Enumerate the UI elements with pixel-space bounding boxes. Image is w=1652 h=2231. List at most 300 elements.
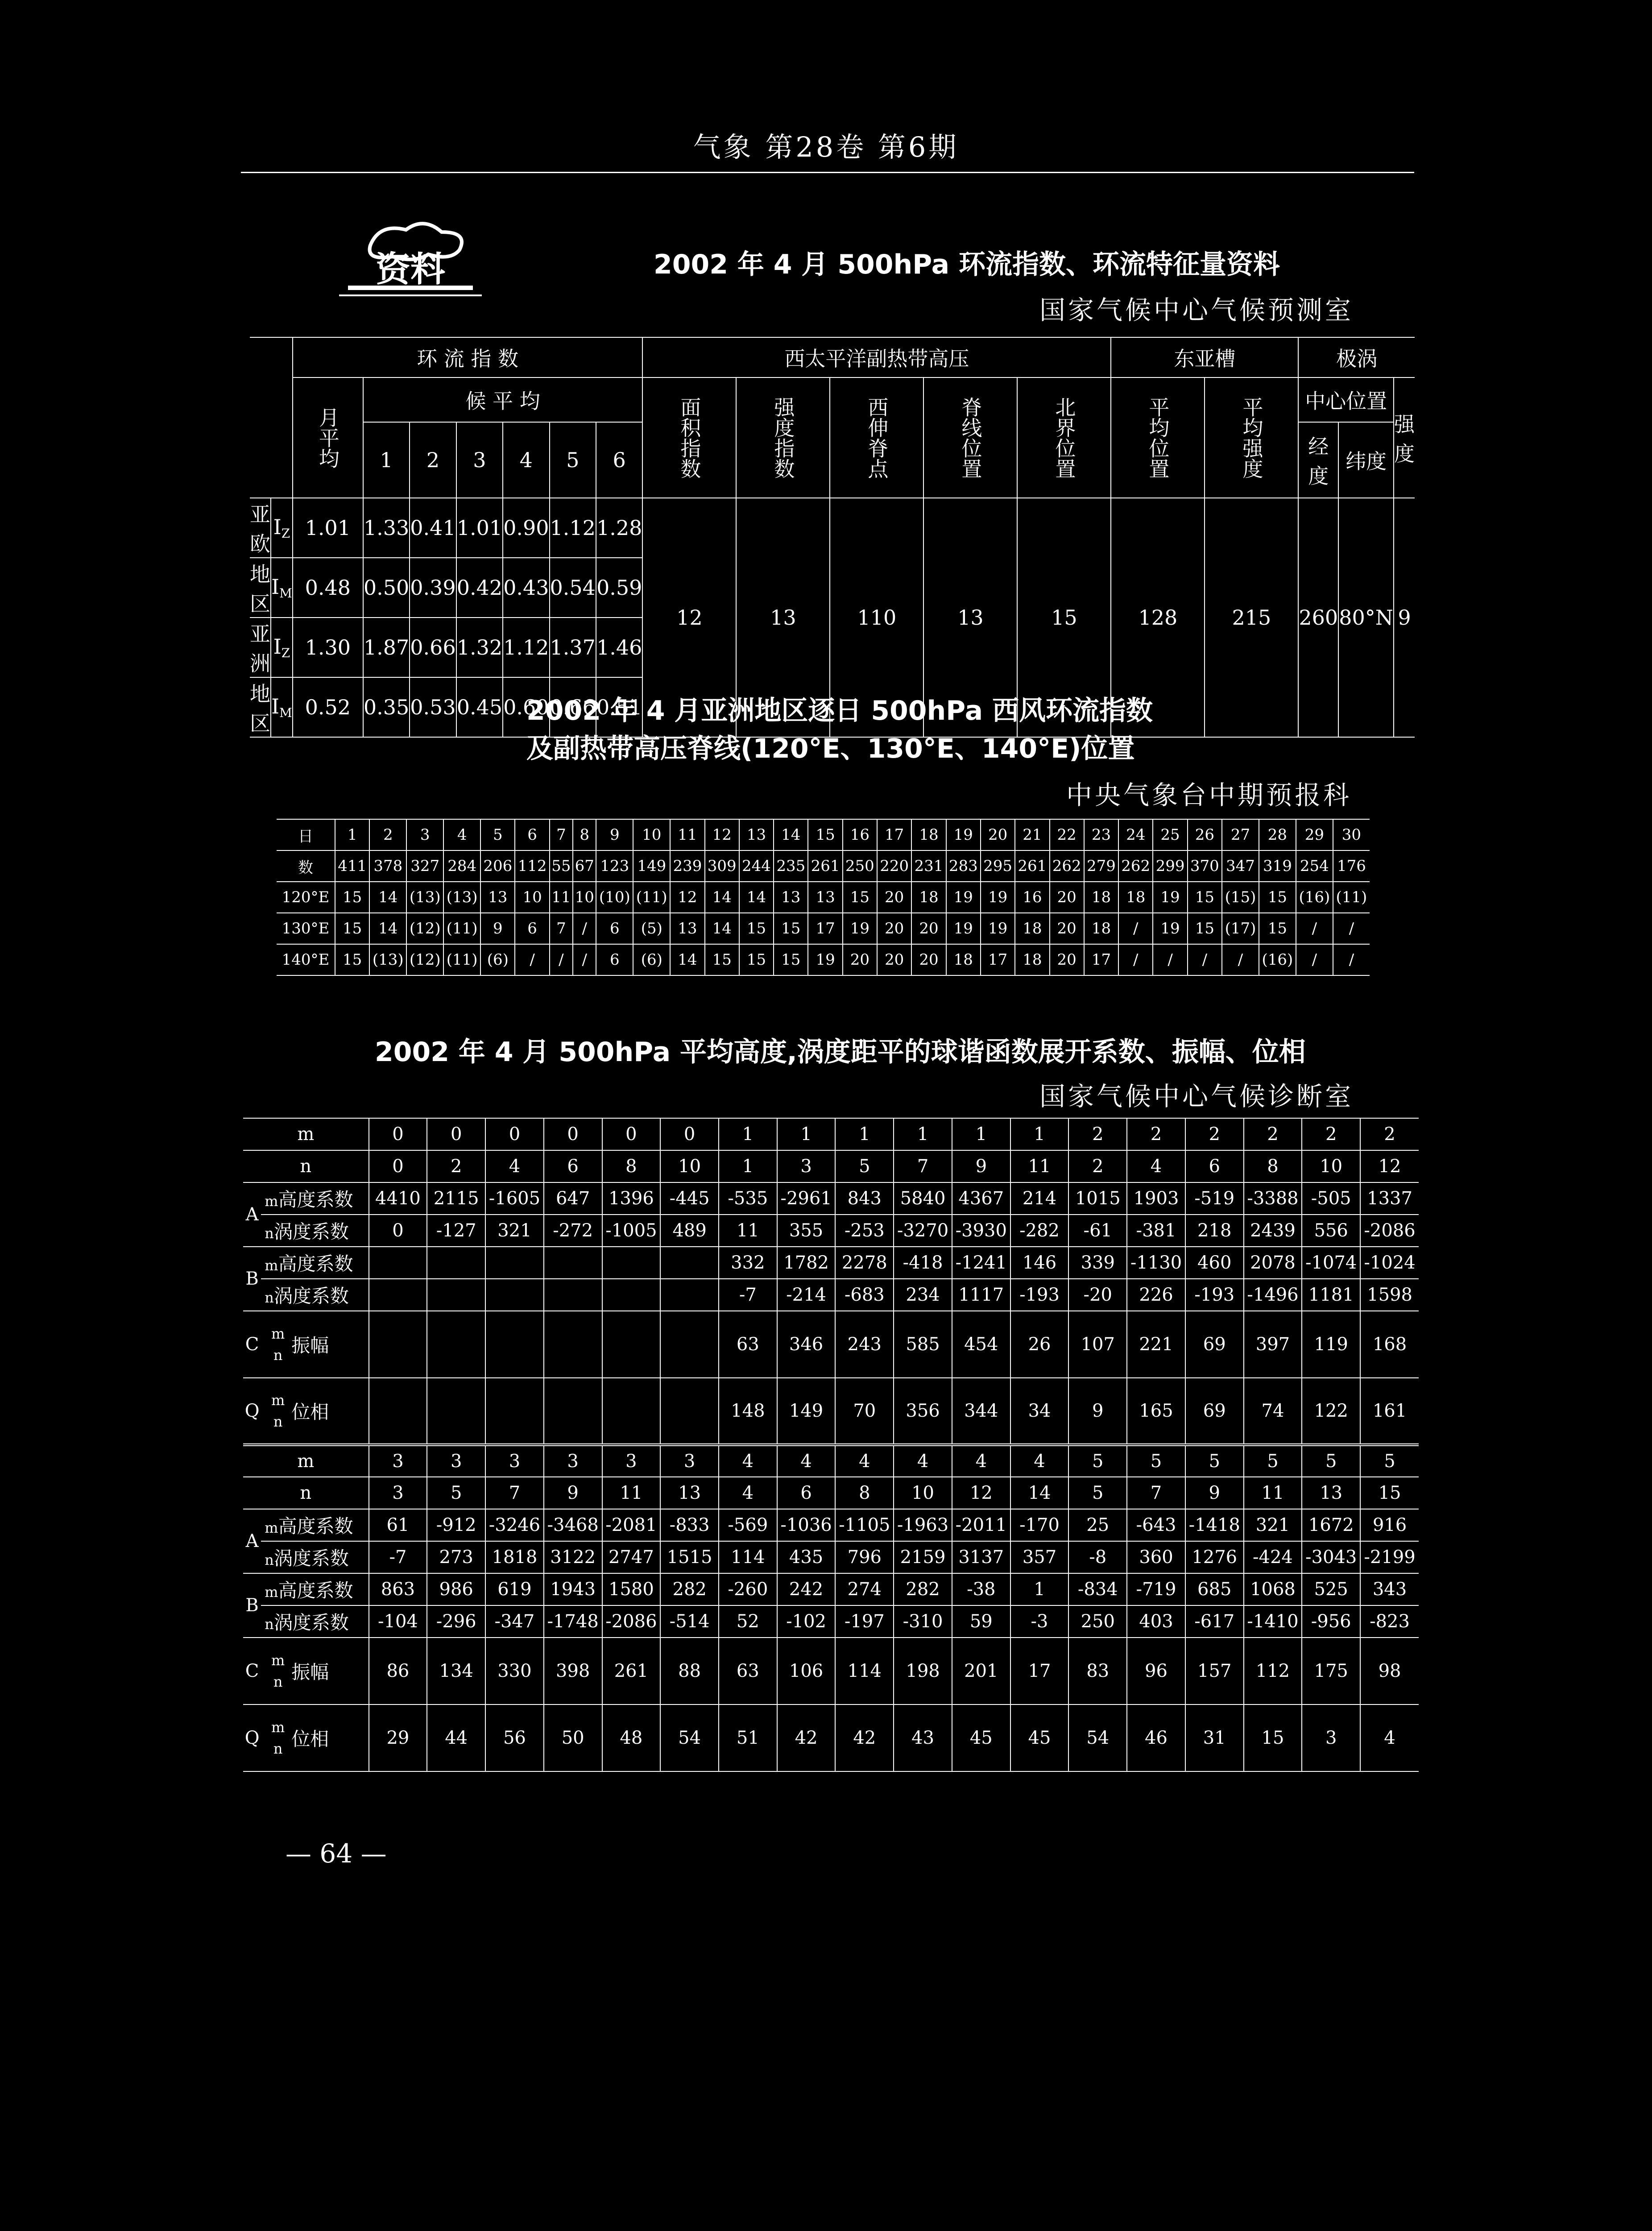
amp-value: 398 <box>544 1638 602 1704</box>
phase-value <box>485 1378 544 1445</box>
feature-value: 260 <box>1298 498 1338 737</box>
m-value: 2 <box>1244 1118 1302 1150</box>
amp-value: 26 <box>1010 1311 1069 1378</box>
spherical-harmonics-table <box>243 1118 1419 1772</box>
day-value: 19 <box>843 913 877 944</box>
amp-value: 112 <box>1244 1638 1302 1704</box>
coef-value: 214 <box>1010 1182 1069 1215</box>
amp-value: 63 <box>719 1638 777 1704</box>
section1-source: 国家气候中心气候预测室 <box>1039 295 1354 325</box>
n-value: 2 <box>427 1150 485 1182</box>
amp-value: 69 <box>1185 1311 1244 1378</box>
day-value: 309 <box>705 850 739 882</box>
table-row <box>277 819 1370 850</box>
day-value: 22 <box>1050 819 1084 850</box>
day-value: 55 <box>550 850 573 882</box>
day-value: 15 <box>843 882 877 913</box>
index-symbol: I <box>273 515 282 539</box>
vort-coef-label <box>261 1541 368 1573</box>
phase-value: 34 <box>1010 1378 1069 1445</box>
region-label: 亚洲 <box>250 618 271 677</box>
day-value: 20 <box>877 944 911 975</box>
index-value: 0.90 <box>503 498 549 558</box>
height-coef-text: 高度系数 <box>278 1580 353 1601</box>
coef-value: 1337 <box>1360 1182 1419 1215</box>
index-symbol: I <box>271 575 280 599</box>
day-value: / <box>550 944 573 975</box>
phase-value <box>369 1378 427 1445</box>
day-value: 18 <box>911 882 946 913</box>
m-row <box>243 1445 1419 1477</box>
day-value: 9 <box>596 819 633 850</box>
index-label <box>271 618 293 677</box>
region-label: 地区 <box>250 558 271 618</box>
day-value: 19 <box>946 819 981 850</box>
day-value: (13) <box>406 882 443 913</box>
coef-value: -260 <box>719 1573 777 1605</box>
coef-value: 843 <box>835 1182 894 1215</box>
coef-value: -296 <box>427 1605 485 1638</box>
n-value: 12 <box>952 1477 1010 1509</box>
coef-row <box>243 1215 1419 1247</box>
amp-value: 175 <box>1302 1638 1360 1704</box>
day-value: 13 <box>774 882 808 913</box>
coef-value <box>427 1247 485 1279</box>
n-value: 10 <box>894 1477 952 1509</box>
index-value: 1.46 <box>596 618 642 677</box>
amp-value: 330 <box>485 1638 544 1704</box>
m-sub: m <box>271 1325 285 1342</box>
m-value: 0 <box>427 1118 485 1150</box>
day-value: 19 <box>946 913 981 944</box>
a-label: A <box>243 1509 261 1573</box>
day-value: (10) <box>596 882 633 913</box>
n-sub: n <box>265 1616 274 1633</box>
day-value: 10 <box>633 819 670 850</box>
m-sub: m <box>265 1584 278 1601</box>
m-value: 5 <box>1068 1445 1127 1477</box>
day-value: 15 <box>335 913 369 944</box>
coef-value: -519 <box>1185 1182 1244 1215</box>
day-value: / <box>1118 913 1153 944</box>
m-value: 1 <box>835 1118 894 1150</box>
phase-value: 3 <box>1302 1704 1360 1771</box>
day-value: 16 <box>1015 882 1049 913</box>
coef-value: -3246 <box>485 1509 544 1541</box>
c-row <box>243 1311 1419 1378</box>
mn-stack <box>265 1650 291 1692</box>
m-value: 2 <box>1185 1118 1244 1150</box>
day-value: 411 <box>335 850 369 882</box>
coef-value: 61 <box>369 1509 427 1541</box>
coef-value: -1105 <box>835 1509 894 1541</box>
coef-value: -1024 <box>1360 1247 1419 1279</box>
amp-value: 63 <box>719 1311 777 1378</box>
index-value: 0.54 <box>550 558 596 618</box>
day-value: (16) <box>1296 882 1333 913</box>
day-value: 15 <box>739 944 774 975</box>
phase-value: 148 <box>719 1378 777 1445</box>
m-value: 1 <box>952 1118 1010 1150</box>
m-sub: m <box>265 1519 278 1536</box>
m-value: 0 <box>660 1118 719 1150</box>
feature-value: 215 <box>1205 498 1298 737</box>
phase-value: 45 <box>952 1704 1010 1771</box>
coef-value: -514 <box>660 1605 719 1638</box>
table-row <box>277 850 1370 882</box>
coef-value: 59 <box>952 1605 1010 1638</box>
amp-text: 振幅 <box>291 1661 329 1683</box>
feature-value: 13 <box>736 498 830 737</box>
day-value: (11) <box>633 882 670 913</box>
m-value: 2 <box>1068 1118 1127 1150</box>
amp-value <box>369 1311 427 1378</box>
phase-value: 356 <box>894 1378 952 1445</box>
day-value: (12) <box>406 913 443 944</box>
coef-value: 3137 <box>952 1541 1010 1573</box>
phase-text: 位相 <box>291 1728 329 1750</box>
amp-value <box>544 1311 602 1378</box>
group-subtropical: 西太平洋副热带高压 <box>642 337 1111 377</box>
phase-label <box>261 1704 368 1771</box>
day-value: 5 <box>480 819 515 850</box>
q-label: Q <box>243 1378 261 1445</box>
m-value: 4 <box>777 1445 836 1477</box>
n-value: 1 <box>719 1150 777 1182</box>
n-value: 13 <box>660 1477 719 1509</box>
vort-coef-text: 涡度系数 <box>273 1221 349 1243</box>
day-value: 20 <box>843 944 877 975</box>
coef-value: -418 <box>894 1247 952 1279</box>
m-value: 3 <box>369 1445 427 1477</box>
m-value: 0 <box>602 1118 661 1150</box>
day-value: 14 <box>369 913 406 944</box>
mn-stack <box>265 1323 291 1366</box>
day-value: / <box>1188 944 1222 975</box>
coef-value: 1515 <box>660 1541 719 1573</box>
coef-value: -2199 <box>1360 1541 1419 1573</box>
c-label: C <box>243 1311 261 1378</box>
day-value: 13 <box>808 882 842 913</box>
index-value: 1.12 <box>503 618 549 677</box>
height-coef-text: 高度系数 <box>278 1189 353 1211</box>
day-value: 17 <box>1084 944 1118 975</box>
amp-value: 83 <box>1068 1638 1127 1704</box>
day-value: 378 <box>369 850 406 882</box>
coef-value: -3468 <box>544 1509 602 1541</box>
col-west-point: 西伸脊点 <box>830 377 923 498</box>
day-value: 15 <box>774 944 808 975</box>
day-value: 283 <box>946 850 981 882</box>
coef-value: 1117 <box>952 1279 1010 1311</box>
index-value: 0.39 <box>410 558 456 618</box>
coef-row <box>243 1247 1419 1279</box>
phase-value: 54 <box>1068 1704 1127 1771</box>
coef-value: -381 <box>1127 1215 1185 1247</box>
col-trough-strength: 平均强度 <box>1205 377 1298 498</box>
n-sub: n <box>273 1673 283 1690</box>
coef-value: 11 <box>719 1215 777 1247</box>
day-value: 18 <box>1118 882 1153 913</box>
phase-value: 165 <box>1127 1378 1185 1445</box>
coef-value: 273 <box>427 1541 485 1573</box>
amp-value: 107 <box>1068 1311 1127 1378</box>
n-value: 6 <box>1185 1150 1244 1182</box>
feature-value: 80°N <box>1338 498 1394 737</box>
coef-value: 3122 <box>544 1541 602 1573</box>
n-sub: n <box>265 1289 274 1306</box>
day-value: 15 <box>335 944 369 975</box>
day-value: 18 <box>911 819 946 850</box>
n-value: 2 <box>1068 1150 1127 1182</box>
coef-value: -102 <box>777 1605 836 1638</box>
col-north-boundary: 北界位置 <box>1017 377 1111 498</box>
coef-value: -3930 <box>952 1215 1010 1247</box>
day-value: 1 <box>335 819 369 850</box>
day-value: 15 <box>774 913 808 944</box>
phase-value: 69 <box>1185 1378 1244 1445</box>
day-value: 250 <box>843 850 877 882</box>
table-row <box>277 882 1370 913</box>
coef-value: 52 <box>719 1605 777 1638</box>
daily-westerly-table <box>277 819 1370 976</box>
amp-value: 134 <box>427 1638 485 1704</box>
phase-value: 29 <box>369 1704 427 1771</box>
day-value: 14 <box>670 944 704 975</box>
day-value: 262 <box>1050 850 1084 882</box>
vort-coef-text: 涡度系数 <box>273 1547 349 1569</box>
coef-value: -127 <box>427 1215 485 1247</box>
n-sub: n <box>273 1413 283 1430</box>
coef-value <box>544 1279 602 1311</box>
amp-value: 397 <box>1244 1311 1302 1378</box>
col-trough-position: 平均位置 <box>1111 377 1205 498</box>
index-value: 1.87 <box>363 618 410 677</box>
n-sub: n <box>273 1347 283 1364</box>
phase-value <box>544 1378 602 1445</box>
amp-value: 243 <box>835 1311 894 1378</box>
m-value: 3 <box>544 1445 602 1477</box>
day-value: / <box>515 944 549 975</box>
col-month-avg: 月平均 <box>293 377 363 498</box>
index-value: 0.41 <box>410 498 456 558</box>
coef-value: -569 <box>719 1509 777 1541</box>
day-value: 15 <box>335 882 369 913</box>
row-label: 130°E <box>277 913 335 944</box>
coef-value: -823 <box>1360 1605 1419 1638</box>
day-value: 6 <box>596 913 633 944</box>
m-sub: m <box>271 1652 285 1669</box>
coef-value: -282 <box>1010 1215 1069 1247</box>
day-value: 13 <box>480 882 515 913</box>
coef-value: -643 <box>1127 1509 1185 1541</box>
logo-text: 资料 <box>375 249 446 290</box>
coef-value: 218 <box>1185 1215 1244 1247</box>
day-value: 14 <box>705 882 739 913</box>
amp-value: 454 <box>952 1311 1010 1378</box>
phase-value <box>660 1378 719 1445</box>
phase-value: 70 <box>835 1378 894 1445</box>
col-vortex-lat: 纬度 <box>1338 422 1394 498</box>
m-value: 4 <box>835 1445 894 1477</box>
day-value: / <box>1222 944 1259 975</box>
n-value: 12 <box>1360 1150 1419 1182</box>
coef-value <box>485 1279 544 1311</box>
day-value: 25 <box>1153 819 1187 850</box>
m-value: 3 <box>485 1445 544 1477</box>
day-value: 6 <box>596 944 633 975</box>
m-value: 2 <box>1302 1118 1360 1150</box>
day-value: 17 <box>877 819 911 850</box>
n-value: 9 <box>1185 1477 1244 1509</box>
amp-value: 585 <box>894 1311 952 1378</box>
q-row <box>243 1378 1419 1445</box>
index-value: 0.66 <box>410 618 456 677</box>
coef-value: 1598 <box>1360 1279 1419 1311</box>
coef-value: 282 <box>660 1573 719 1605</box>
coef-value: 274 <box>835 1573 894 1605</box>
phase-value <box>427 1378 485 1445</box>
day-value: 8 <box>573 819 596 850</box>
coef-value: 435 <box>777 1541 836 1573</box>
day-value: 11 <box>550 882 573 913</box>
n-value: 15 <box>1360 1477 1419 1509</box>
m-value: 1 <box>777 1118 836 1150</box>
feature-value: 110 <box>830 498 923 737</box>
c-row <box>243 1638 1419 1704</box>
day-value: 19 <box>1153 882 1187 913</box>
index-symbol: I <box>273 634 282 659</box>
day-value: 347 <box>1222 850 1259 882</box>
day-value: 10 <box>515 882 549 913</box>
row-label: 数 <box>277 850 335 882</box>
region-label: 亚欧 <box>250 498 271 558</box>
phase-value: 54 <box>660 1704 719 1771</box>
coef-value: 1396 <box>602 1182 661 1215</box>
coef-value: 460 <box>1185 1247 1244 1279</box>
coef-value: -1963 <box>894 1509 952 1541</box>
coef-value: -3270 <box>894 1215 952 1247</box>
coef-value: -104 <box>369 1605 427 1638</box>
day-value: 14 <box>705 913 739 944</box>
coef-value: 2439 <box>1244 1215 1302 1247</box>
pentad-4: 4 <box>503 422 549 498</box>
day-value: 319 <box>1259 850 1296 882</box>
coef-value <box>485 1247 544 1279</box>
m-value: 0 <box>369 1118 427 1150</box>
index-subscript: Z <box>281 526 290 541</box>
day-value: 4 <box>443 819 480 850</box>
coef-value: 2159 <box>894 1541 952 1573</box>
coef-value: -3388 <box>1244 1182 1302 1215</box>
coef-value: 685 <box>1185 1573 1244 1605</box>
day-value: 20 <box>981 819 1015 850</box>
page-number: — 64 — <box>286 1838 387 1869</box>
coef-value <box>427 1279 485 1311</box>
coef-value: 146 <box>1010 1247 1069 1279</box>
m-value: 4 <box>952 1445 1010 1477</box>
coef-value: -1748 <box>544 1605 602 1638</box>
col-ridge-position: 脊线位置 <box>923 377 1017 498</box>
coef-value: 1181 <box>1302 1279 1360 1311</box>
pentad-3: 3 <box>456 422 503 498</box>
day-value: 18 <box>1015 944 1049 975</box>
vort-coef-label <box>261 1279 368 1311</box>
coef-value: 863 <box>369 1573 427 1605</box>
mn-stack <box>265 1717 291 1759</box>
n-value: 7 <box>1127 1477 1185 1509</box>
amp-value: 17 <box>1010 1638 1069 1704</box>
coef-value: -1005 <box>602 1215 661 1247</box>
day-value: 20 <box>1050 882 1084 913</box>
day-value: 23 <box>1084 819 1118 850</box>
n-value: 4 <box>1127 1150 1185 1182</box>
coef-value: 619 <box>485 1573 544 1605</box>
index-value: 1.37 <box>550 618 596 677</box>
coef-row <box>243 1573 1419 1605</box>
n-row <box>243 1477 1419 1509</box>
amp-label <box>261 1311 368 1378</box>
day-value: 16 <box>843 819 877 850</box>
n-value: 3 <box>369 1477 427 1509</box>
n-value: 3 <box>777 1150 836 1182</box>
day-value: 176 <box>1333 850 1370 882</box>
day-value: 15 <box>1188 913 1222 944</box>
amp-value <box>427 1311 485 1378</box>
day-value: 254 <box>1296 850 1333 882</box>
amp-value: 88 <box>660 1638 719 1704</box>
phase-value: 15 <box>1244 1704 1302 1771</box>
coef-value: -683 <box>835 1279 894 1311</box>
table-row <box>277 944 1370 975</box>
day-value: 20 <box>1050 944 1084 975</box>
day-value: (6) <box>480 944 515 975</box>
coef-value: -38 <box>952 1573 1010 1605</box>
coef-value: -719 <box>1127 1573 1185 1605</box>
day-value: 18 <box>946 944 981 975</box>
coef-value: 5840 <box>894 1182 952 1215</box>
amp-value <box>602 1311 661 1378</box>
coef-value: 360 <box>1127 1541 1185 1573</box>
day-value: 19 <box>981 882 1015 913</box>
day-value: 262 <box>1118 850 1153 882</box>
phase-value: 48 <box>602 1704 661 1771</box>
coef-value: 0 <box>369 1215 427 1247</box>
coef-value: 1943 <box>544 1573 602 1605</box>
index-label <box>271 498 293 558</box>
day-value: 3 <box>406 819 443 850</box>
coef-value: -2086 <box>1360 1215 1419 1247</box>
b-label: B <box>243 1573 261 1638</box>
feature-value: 12 <box>642 498 736 737</box>
phase-value: 161 <box>1360 1378 1419 1445</box>
day-value: 20 <box>877 882 911 913</box>
b-label: B <box>243 1247 261 1311</box>
m-sub: m <box>271 1392 285 1409</box>
n-value: 5 <box>427 1477 485 1509</box>
height-coef-label <box>261 1573 368 1605</box>
row-label: 140°E <box>277 944 335 975</box>
height-coef-text: 高度系数 <box>278 1515 353 1537</box>
amp-value: 114 <box>835 1638 894 1704</box>
index-subscript: M <box>279 586 292 601</box>
day-value: 15 <box>808 819 842 850</box>
amp-text: 振幅 <box>291 1335 329 1356</box>
coef-value: 647 <box>544 1182 602 1215</box>
n-value: 9 <box>952 1150 1010 1182</box>
coef-value <box>660 1247 719 1279</box>
day-value: 12 <box>670 882 704 913</box>
